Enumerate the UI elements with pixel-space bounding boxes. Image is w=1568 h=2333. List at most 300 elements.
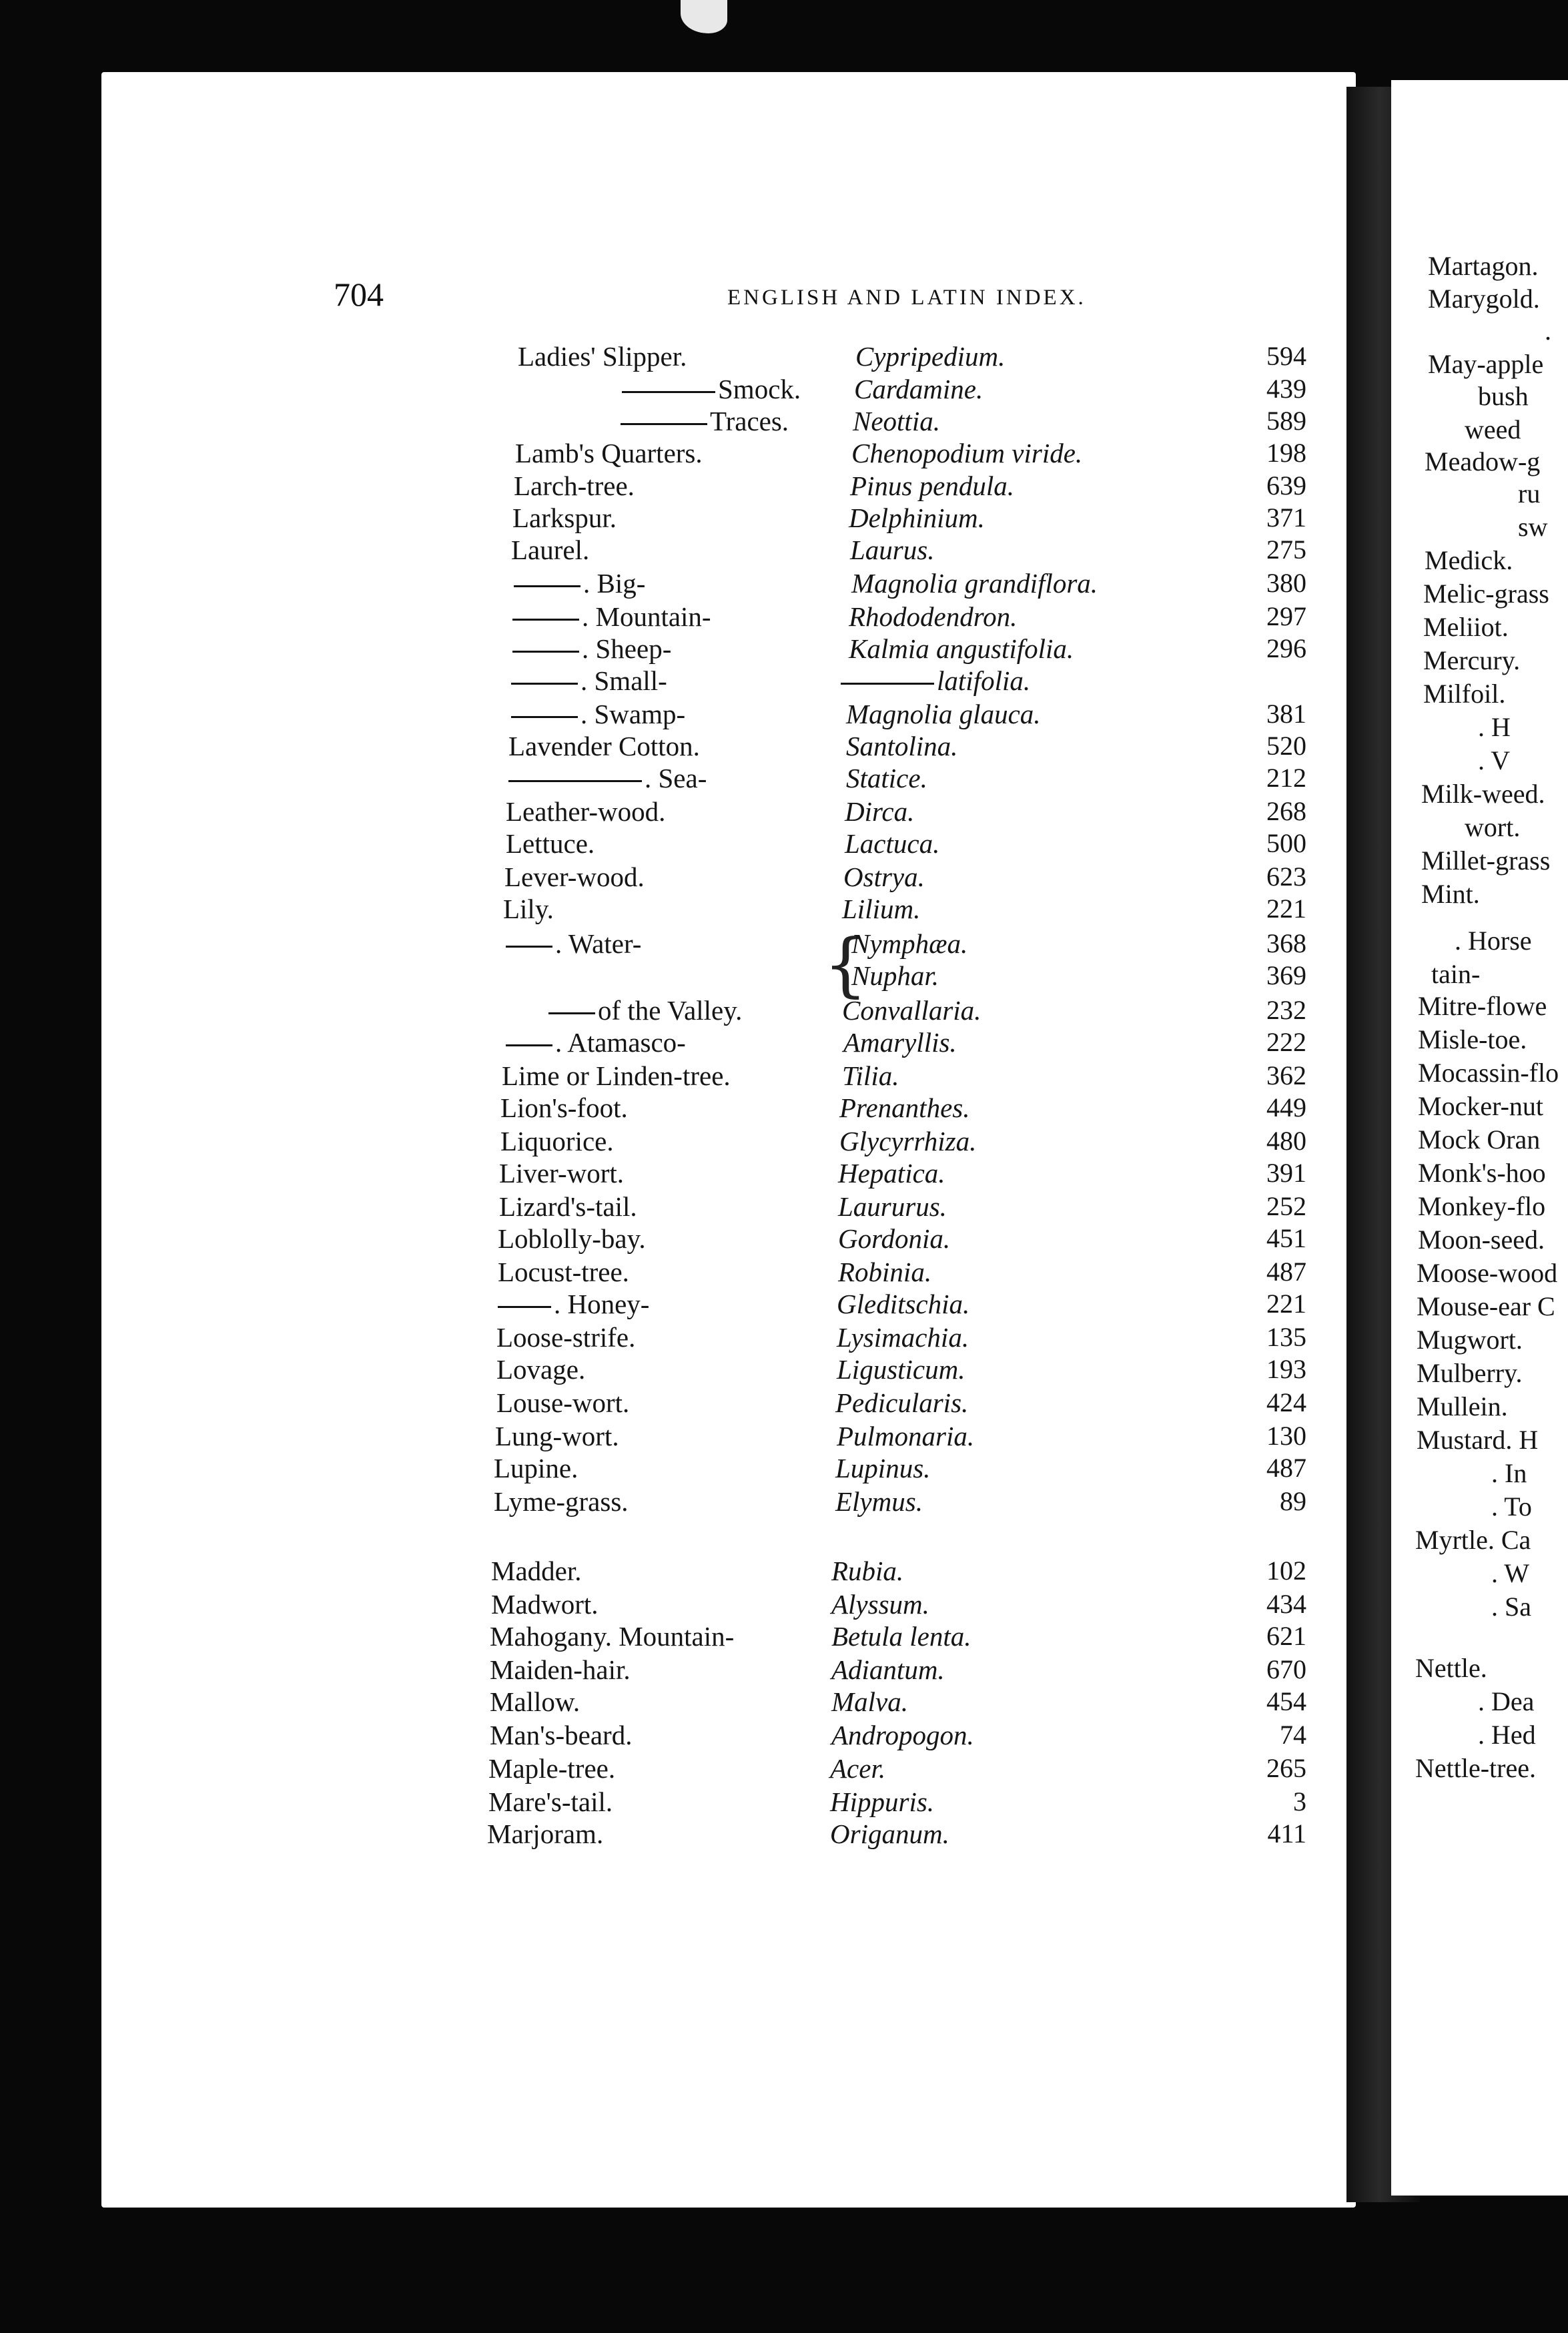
index-entry (0, 601, 1308, 634)
english-name (503, 893, 554, 925)
facing-page-entry: Mocker-nut (1418, 1091, 1544, 1121)
latin-name (839, 1092, 969, 1124)
english-name-text: . Sheep- (582, 633, 672, 664)
english-name (511, 698, 685, 730)
latin-name-text: Statice. (846, 763, 927, 793)
english-name (490, 1654, 631, 1686)
index-entry (0, 437, 1308, 470)
facing-page-entry: Nettle-tree. (1415, 1753, 1536, 1783)
latin-name-text: Convallaria. (842, 995, 982, 1026)
english-name-text: Mallow. (490, 1686, 580, 1717)
index-entry (0, 567, 1308, 601)
english-name (502, 1060, 731, 1092)
facing-page-entry: Mugwort. (1417, 1325, 1523, 1355)
page-reference: 89 (1280, 1486, 1306, 1516)
english-name-text: Madwort. (491, 1589, 599, 1620)
english-name-text: . Atamasco- (555, 1027, 686, 1058)
latin-name (850, 470, 1014, 502)
english-name-text: Loblolly-bay. (498, 1223, 646, 1254)
english-name (488, 1752, 615, 1784)
ditto-dash (511, 716, 578, 718)
english-name (622, 373, 801, 405)
page-reference: 198 (1266, 438, 1306, 468)
english-name-text: Lion's-foot. (500, 1092, 628, 1123)
latin-name (843, 861, 925, 893)
latin-name-text: Gleditschia. (837, 1289, 970, 1319)
facing-page-entry: Martagon. (1428, 251, 1539, 281)
english-name-text: Madder. (491, 1556, 582, 1586)
page-reference: 424 (1266, 1387, 1306, 1417)
latin-name (837, 1353, 965, 1385)
english-name (548, 994, 742, 1026)
latin-name-text: Rubia. (831, 1556, 904, 1586)
english-name-text: Lizard's-tail. (499, 1191, 637, 1222)
english-name (499, 1191, 637, 1223)
index-entry (0, 1288, 1308, 1321)
english-name-text: . Small- (580, 665, 667, 696)
index-entry (0, 1588, 1308, 1622)
english-name (490, 1719, 632, 1751)
english-name-text: Leather-wood. (506, 796, 666, 827)
facing-page-entry: Mercury. (1423, 645, 1521, 675)
ditto-dash (548, 1012, 595, 1014)
page-reference: 297 (1266, 601, 1306, 631)
english-name (488, 1786, 613, 1818)
latin-name (838, 1223, 950, 1255)
latin-name (851, 437, 1082, 469)
latin-name (851, 567, 1098, 599)
facing-page-entry: Monk's-hoo (1418, 1158, 1546, 1188)
english-name (512, 601, 711, 633)
english-name (514, 567, 645, 599)
english-name-text: Lily. (503, 894, 554, 924)
latin-name (846, 730, 957, 762)
latin-name-text: Robinia. (838, 1257, 932, 1287)
index-entry (0, 1223, 1308, 1256)
english-name-text: . Sea- (645, 763, 707, 793)
english-name (504, 861, 645, 893)
facing-page-entry: Melic-grass (1423, 579, 1549, 609)
english-name (511, 534, 589, 566)
facing-page-entry: . W (1491, 1558, 1530, 1588)
english-name-text: Liquorice. (500, 1126, 614, 1156)
latin-name (901, 665, 1030, 697)
ditto-dash (514, 585, 580, 587)
latin-name-text: Lilium. (842, 894, 921, 924)
facing-page-entry: Moose-wood (1417, 1258, 1558, 1288)
latin-name (831, 1555, 903, 1587)
water-lily-brace: { (823, 924, 868, 1005)
latin-name (830, 1786, 934, 1818)
latin-name (855, 340, 1005, 372)
english-name (490, 1686, 580, 1718)
english-name-text: . Big- (583, 568, 646, 599)
page-reference: 130 (1266, 1421, 1306, 1451)
english-name-text: Laurel. (511, 535, 590, 565)
latin-name-text: Ligusticum. (837, 1354, 965, 1385)
index-entry (0, 827, 1308, 861)
english-name (511, 665, 667, 697)
english-name (496, 1353, 585, 1385)
latin-name-text: Lupinus. (835, 1453, 931, 1483)
latin-name (842, 893, 920, 925)
facing-page-entry: . Dea (1478, 1686, 1535, 1716)
index-entry (0, 1786, 1308, 1819)
latin-name-text: Andropogon. (831, 1720, 974, 1750)
page-reference: 74 (1280, 1720, 1306, 1750)
latin-name-text: Pedicularis. (835, 1387, 969, 1418)
facing-page-entry: Mocassin-flo (1418, 1058, 1559, 1088)
latin-name (831, 1620, 971, 1652)
latin-name-text: Santolina. (846, 731, 958, 761)
english-name-text: Lyme-grass. (494, 1486, 629, 1517)
latin-name (842, 1060, 899, 1092)
english-name (506, 827, 595, 860)
index-entry (0, 633, 1308, 666)
page-reference: 520 (1266, 731, 1306, 761)
index-entry (0, 470, 1308, 503)
running-head: ENGLISH AND LATIN INDEX. (727, 286, 1086, 310)
latin-name (839, 1125, 976, 1157)
english-name (514, 470, 635, 502)
facing-page-entry: weed (1465, 414, 1521, 444)
latin-name (838, 1157, 945, 1189)
english-name-text: Lamb's Quarters. (515, 438, 703, 468)
facing-page-entry: sw (1518, 512, 1548, 542)
english-name-text: of the Valley. (598, 995, 743, 1026)
page-reference: 480 (1266, 1126, 1306, 1156)
latin-name-text: Acer. (830, 1753, 886, 1784)
page-reference: 621 (1266, 1621, 1306, 1651)
index-entry (0, 861, 1308, 894)
torn-paper-scrap (681, 0, 727, 33)
index-entry (0, 1818, 1308, 1851)
index-entry (0, 1125, 1308, 1158)
page-reference: 135 (1266, 1322, 1306, 1352)
latin-name-text: Neottia. (853, 406, 940, 436)
latin-name-text: Rhododendron. (849, 601, 1018, 632)
facing-page-entry: Nettle. (1415, 1653, 1487, 1683)
index-entry (0, 1092, 1308, 1125)
facing-page-entry: Meliiot. (1423, 612, 1509, 642)
page-reference: 391 (1266, 1158, 1306, 1188)
english-name (491, 1588, 599, 1620)
english-name-text: Marjoram. (487, 1818, 604, 1849)
facing-page-entry: Milk-weed. (1421, 779, 1545, 809)
index-entry (0, 665, 1308, 698)
english-name-text: Larch-tree. (514, 470, 635, 501)
page-reference: 232 (1266, 995, 1306, 1025)
latin-name (842, 994, 981, 1026)
facing-page-entry: wort. (1465, 812, 1521, 842)
english-name-text: Lung-wort. (495, 1421, 619, 1451)
page-reference: 487 (1266, 1453, 1306, 1483)
latin-name-text: Cypripedium. (855, 341, 1006, 372)
index-entry (0, 1420, 1308, 1453)
page-reference: 451 (1266, 1223, 1306, 1253)
right-page (1391, 80, 1568, 2196)
index-entry (0, 1555, 1308, 1588)
page-reference: 411 (1267, 1818, 1306, 1849)
facing-page-entry: tain- (1431, 959, 1481, 989)
english-name (506, 928, 641, 960)
latin-name-text: Origanum. (830, 1818, 949, 1849)
page-reference: 371 (1266, 503, 1306, 533)
page-reference: 252 (1266, 1191, 1306, 1221)
facing-page-entry: Mulberry. (1417, 1358, 1523, 1388)
latin-name-text: Tilia. (842, 1060, 899, 1091)
english-name (508, 730, 700, 762)
english-name (495, 1420, 619, 1452)
english-name-text: Maple-tree. (488, 1753, 616, 1784)
english-name-text: Larkspur. (512, 503, 617, 533)
facing-page-entry: Mullein. (1417, 1391, 1508, 1421)
index-entry (0, 1321, 1308, 1355)
ditto-dash (498, 1306, 551, 1308)
english-name (508, 762, 707, 794)
english-name (496, 1321, 635, 1353)
page-reference: 275 (1266, 535, 1306, 565)
page-reference: 594 (1266, 341, 1306, 371)
facing-page-entry: Mitre-flowe (1418, 991, 1547, 1021)
english-name-text: Mare's-tail. (488, 1786, 613, 1817)
latin-name-text: Laururus. (838, 1191, 947, 1222)
index-entry (0, 534, 1308, 567)
latin-name-text: Chenopodium viride. (851, 438, 1083, 468)
english-name-text: . Honey- (554, 1289, 650, 1319)
english-name-text: Locust-tree. (498, 1257, 629, 1287)
page-reference: 368 (1266, 928, 1306, 958)
english-name-text: . Water- (555, 928, 642, 959)
english-name-text: Liver-wort. (499, 1158, 625, 1189)
index-entry (0, 1256, 1308, 1289)
page-reference: 381 (1266, 699, 1306, 729)
latin-name-text: Dirca. (845, 796, 915, 827)
latin-name-text: Glycyrrhiza. (839, 1126, 977, 1156)
latin-name (837, 1288, 969, 1320)
latin-name-text: Amaryllis. (843, 1027, 957, 1058)
english-name-text: . Mountain- (582, 601, 711, 632)
english-name-text: Lettuce. (506, 828, 595, 859)
index-entry (0, 1452, 1308, 1485)
page-reference: 449 (1266, 1092, 1306, 1122)
page-reference: 362 (1266, 1060, 1306, 1090)
facing-page-entry: . In (1491, 1458, 1527, 1488)
latin-name (845, 795, 914, 827)
index-entry (0, 502, 1308, 535)
latin-name (830, 1752, 885, 1784)
latin-name-text: Cardamine. (854, 374, 984, 404)
page-reference: 439 (1266, 374, 1306, 404)
english-name (498, 1288, 649, 1320)
index-entry (0, 960, 1308, 993)
latin-name-text: latifolia. (937, 665, 1031, 696)
latin-name-text: Kalmia angustifolia. (849, 633, 1074, 664)
english-name (500, 1092, 628, 1124)
page-reference: 623 (1266, 862, 1306, 892)
latin-name (843, 1026, 957, 1058)
latin-name-text: Magnolia glauca. (846, 699, 1041, 729)
facing-page-entry: Monkey-flo (1418, 1191, 1546, 1221)
page-reference: 221 (1266, 894, 1306, 924)
index-entry (0, 1752, 1308, 1786)
index-entry (0, 994, 1308, 1028)
page-reference: 296 (1266, 633, 1306, 663)
ditto-dash (508, 780, 642, 782)
facing-page-entry: ru (1518, 478, 1541, 509)
page-reference: 265 (1266, 1753, 1306, 1783)
english-name (506, 1026, 686, 1058)
latin-name-text: Betula lenta. (831, 1621, 971, 1652)
index-entry (0, 1026, 1308, 1060)
english-name (496, 1387, 629, 1419)
latin-name (830, 1818, 949, 1850)
english-name (487, 1818, 603, 1850)
facing-page-entry: . V (1478, 745, 1511, 775)
english-name (490, 1620, 734, 1652)
index-entry (0, 1191, 1308, 1224)
latin-name-text: Ostrya. (843, 862, 925, 892)
page-reference: 268 (1266, 796, 1306, 826)
index-entry (0, 762, 1308, 795)
facing-page-entry: Myrtle. Ca (1415, 1525, 1531, 1555)
index-entry (0, 1353, 1308, 1387)
latin-name-text: Nuphar. (851, 960, 939, 991)
english-name-text: Louse-wort. (496, 1387, 630, 1418)
english-name (494, 1485, 629, 1518)
latin-name (837, 1420, 974, 1452)
english-name (494, 1452, 578, 1484)
latin-name (831, 1719, 974, 1751)
latin-name (849, 502, 985, 534)
english-name (500, 1125, 614, 1157)
facing-page-entry: . Sa (1491, 1592, 1531, 1622)
ditto-dash (841, 683, 934, 685)
english-name-text: Lupine. (494, 1453, 578, 1483)
facing-page-entry: Mint. (1421, 879, 1480, 909)
facing-page-entry: Milfoil. (1423, 679, 1506, 709)
english-name (499, 1157, 624, 1189)
english-name-text: Smock. (718, 374, 801, 404)
latin-name-text: Prenanthes. (839, 1092, 970, 1123)
facing-page-entry: Moon-seed. (1418, 1225, 1545, 1255)
index-entry (0, 730, 1308, 763)
facing-page-entry: Mustard. H (1417, 1425, 1539, 1455)
english-name-text: . Swamp- (580, 699, 686, 729)
latin-name-text: Hippuris. (830, 1786, 935, 1817)
latin-name (845, 827, 939, 860)
latin-name (835, 1452, 930, 1484)
index-entry (0, 1387, 1308, 1420)
index-entry (0, 1654, 1308, 1687)
english-name-text: Lime or Linden-tree. (502, 1060, 731, 1091)
page-reference: 454 (1266, 1686, 1306, 1716)
index-entry (0, 340, 1308, 374)
english-name (518, 340, 687, 372)
index-entry (0, 1485, 1308, 1519)
english-name (512, 502, 617, 534)
latin-name-text: Alyssum. (831, 1589, 929, 1620)
facing-page-entry: Medick. (1425, 545, 1513, 575)
english-name (491, 1555, 582, 1587)
english-name (498, 1223, 646, 1255)
latin-name (849, 633, 1074, 665)
english-name-text: Lavender Cotton. (508, 731, 700, 761)
index-entry (0, 1686, 1308, 1719)
latin-name (838, 1191, 947, 1223)
page-reference: 500 (1266, 828, 1306, 858)
latin-name-text: Laurus. (850, 535, 935, 565)
latin-name-text: Delphinium. (849, 503, 985, 533)
latin-name (846, 762, 927, 794)
latin-name (831, 1654, 945, 1686)
ditto-dash (511, 683, 578, 685)
latin-name-text: Lactuca. (845, 828, 940, 859)
page-reference: 670 (1266, 1654, 1306, 1684)
english-name (498, 1256, 629, 1288)
english-name-text: Lever-wood. (504, 862, 645, 892)
index-entry (0, 893, 1308, 926)
english-name-text: Lovage. (496, 1354, 586, 1385)
page-reference: 434 (1266, 1589, 1306, 1619)
latin-name (835, 1387, 968, 1419)
latin-name (851, 960, 939, 992)
page-reference: 221 (1266, 1289, 1306, 1319)
latin-name-text: Nymphæa. (851, 928, 968, 959)
latin-name (838, 1256, 931, 1288)
latin-name-text: Adiantum. (831, 1654, 945, 1685)
ditto-dash (506, 1044, 552, 1046)
latin-name (831, 1686, 908, 1718)
latin-name (835, 1485, 923, 1518)
facing-page-entry: bush (1478, 381, 1529, 411)
latin-name (831, 1588, 929, 1620)
index-entry (0, 698, 1308, 731)
page-reference: 102 (1266, 1556, 1306, 1586)
english-name (621, 405, 789, 437)
english-name-text: Ladies' Slipper. (518, 341, 687, 372)
ditto-dash (512, 651, 579, 653)
page-reference: 3 (1293, 1786, 1306, 1816)
latin-name (853, 405, 940, 437)
english-name (512, 633, 671, 665)
ditto-dash (506, 946, 552, 948)
page-reference: 639 (1266, 470, 1306, 501)
index-entry (0, 1719, 1308, 1752)
facing-page-entry: Meadow-g (1425, 446, 1541, 476)
ditto-dash (621, 423, 707, 425)
latin-name-text: Gordonia. (838, 1223, 951, 1254)
page-reference: 212 (1266, 763, 1306, 793)
latin-name-text: Magnolia grandiflora. (851, 568, 1098, 599)
latin-name (849, 601, 1017, 633)
latin-name (850, 534, 934, 566)
facing-page-entry: . (1545, 316, 1551, 346)
english-name (506, 795, 665, 827)
latin-name-text: Malva. (831, 1686, 908, 1717)
facing-page-entry: . Hed (1478, 1720, 1536, 1750)
ditto-dash (512, 619, 579, 621)
page-reference: 589 (1266, 406, 1306, 436)
facing-page-entry: . To (1491, 1491, 1532, 1522)
page-number: 704 (334, 276, 384, 313)
index-entry (0, 405, 1308, 438)
latin-name (846, 698, 1041, 730)
english-name-text: Loose-strife. (496, 1322, 636, 1353)
index-entry (0, 795, 1308, 829)
index-entry (0, 1620, 1308, 1654)
facing-page-entry: Millet-grass (1421, 846, 1551, 876)
